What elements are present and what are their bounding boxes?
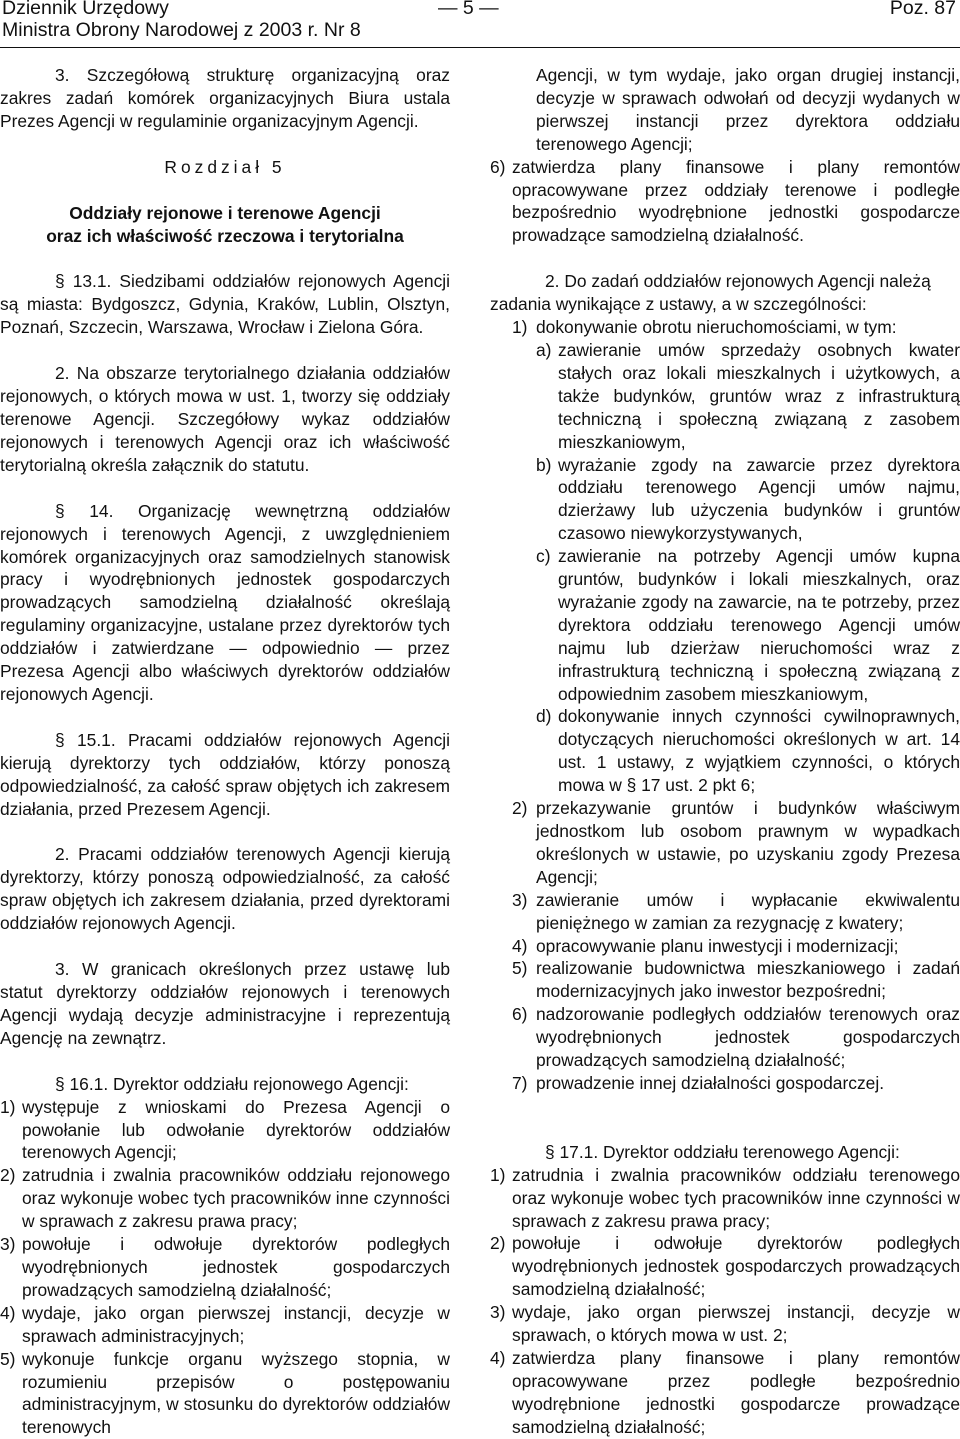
- right-column: [490, 64, 960, 1439]
- paragraph-3: 3. Szczegółową strukturę organizacyjną oraz zakres zadań komórek organizacyjnych Biura ustala Prezes Agencji w regulaminie organizacyjnym Agencji.: [0, 65, 450, 131]
- list-item: 3) wydaje, jako organ pierwszej instancji, decyzje w sprawach, o których mowa w ust. 2;: [490, 1302, 960, 1346]
- chapter-heading: Rozdział 5: [164, 156, 286, 177]
- list-item: 5) wykonuje funkcje organu wyższego stopnia, w rozumieniu przepisów o postępowaniu administracyjnym, w stosunku do dyrektorów oddziałów terenowych: [0, 1348, 450, 1438]
- section-16-list: [0, 1096, 450, 1439]
- header-left: [2, 0, 361, 41]
- section-16-2-line-1: 2. Do zadań oddziałów rejonowych Agencji należą: [545, 271, 931, 292]
- section-13-2: 2. Na obszarze terytorialnego działania oddziałów rejonowych, o których mowa w ust. 1, tworzy się oddziały terenowe Agencji. Szczegółowy wykaz oddziałów rejonowych i terenowych Agencji oraz ich właściwość terytorialną określa załącznik do statutu.: [0, 363, 450, 475]
- list-item: 2) przekazywanie gruntów i budynków właściwym jednostkom lub osobom prawnym w wypadkach określonych w ustawie, po uzyskaniu zgody Prezesa Agencji;: [512, 798, 960, 887]
- list-item: 2) powołuje i odwołuje dyrektorów podległych wyodrębnionych jednostek gospodarczych prowadzących samodzielną działalność;: [490, 1233, 960, 1300]
- list-item: [490, 1095, 960, 1118]
- page-number: — 5 —: [438, 0, 499, 19]
- task-1: 1) dokonywanie obrotu nieruchomościami, w tym:: [512, 317, 897, 338]
- ministry-issue: Ministra Obrony Narodowej z 2003 r. Nr 8: [2, 19, 361, 41]
- page-header: [0, 0, 960, 48]
- continued-item-5: Agencji, w tym wydaje, jako organ drugiej instancji, decyzje w sprawach odwołań od decyzji wydanych w pierwszej instancji przez dyrektora oddziału terenowego Agencji;: [536, 65, 960, 154]
- list-item: 5) realizowanie budownictwa mieszkaniowego i zadań modernizacyjnych jako inwestor bezpośredni;: [512, 958, 960, 1002]
- list-item: 3) powołuje i odwołuje dyrektorów podległych wyodrębnionych jednostek gospodarczych prowadzących samodzielną działalność;: [0, 1234, 450, 1300]
- list-item: 7) prowadzenie innej działalności gospodarczej.: [512, 1072, 885, 1093]
- section-17-intro: § 17.1. Dyrektor oddziału terenowego Agencji:: [545, 1141, 900, 1162]
- section-15-1: § 15.1. Pracami oddziałów rejonowych Agencji kierują dyrektorzy tych oddziałów, którzy ponoszą odpowiedzialność, za całość spraw objętych ich zakresem działania, przed Prezesem Agencji.: [0, 729, 450, 819]
- task-1-sublist: [490, 339, 960, 797]
- list-item: 1) występuje z wnioskami do Prezesa Agencji o powołanie lub odwołanie dyrektorów oddziałów terenowych Agencji;: [0, 1096, 450, 1163]
- list-item: a) zawieranie umów sprzedaży osobnych kwater stałych oraz lokali mieszkalnych i użytkowych, a także budynków, gruntów wraz z infrastrukturą techniczną i społeczną związaną z zasobem mieszkaniowym,: [536, 339, 960, 452]
- chapter-title-line-2: oraz ich właściwość rzeczowa i terytorialna: [46, 225, 404, 246]
- position-number: Poz. 87: [889, 0, 956, 19]
- list-item: b) wyrażanie zgody na zawarcie przez dyrektora oddziału terenowego Agencji umów najmu, dzierżawy lub użyczenia budynków i gruntów czasowo niewykorzystywanych,: [536, 454, 960, 544]
- section-16-2-line-2: zadania wynikające z ustawy, a w szczególności:: [490, 294, 867, 315]
- journal-title: Dziennik Urzędowy: [2, 0, 169, 19]
- section-16-intro: § 16.1. Dyrektor oddziału rejonowego Agencji:: [55, 1073, 409, 1094]
- section-14: § 14. Organizację wewnętrzną oddziałów rejonowych i terenowych Agencji, z uwzględnieniem komórek organizacyjnych oraz samodzielnych stanowisk pracy i wyodrębnionych jednostek gospodarczych prowadzących samodzielną działalność określają regulaminy organizacyjne, ustalane przez dyrektorów tych oddziałów i zatwierdzane — odpowiednio — przez Prezesa Agencji albo właściwych dyrektorów oddziałów rejonowych Agencji.: [0, 500, 450, 704]
- list-item: d) dokonywanie innych czynności cywilnoprawnych, dotyczących nieruchomości określonych w art. 14 ust. 1 ustawy, z wyjątkiem czynności, o których mowa w § 17 ust. 2 pkt 6;: [536, 706, 960, 796]
- tasks-list: [490, 797, 960, 1118]
- section-13-1: § 13.1. Siedzibami oddziałów rejonowych Agencji są miasta: Bydgoszcz, Gdynia, Kraków, Lublin, Olsztyn, Poznań, Szczecin, Warszawa, Wrocław i Zielona Góra.: [0, 271, 450, 338]
- chapter-title-line-1: Oddziały rejonowe i terenowe Agencji: [69, 202, 381, 223]
- header-divider: [0, 47, 960, 48]
- left-column: [0, 64, 450, 1439]
- list-item: 4) opracowywanie planu inwestycji i modernizacji;: [512, 935, 899, 956]
- list-item-6: 6) zatwierdza plany finansowe i plany remontów opracowywane przez oddziały terenowe i podległe bezpośrednio wyodrębnione jednostki gospodarcze prowadzące samodzielną działalność.: [490, 156, 960, 246]
- section-15-3: 3. W granicach określonych przez ustawę lub statut dyrektorzy oddziałów rejonowych i terenowych Agencji wydają decyzje administracyjne i reprezentują Agencję na zewnątrz.: [0, 959, 450, 1048]
- list-item: 3) zawieranie umów i wypłacanie ekwiwalentu pieniężnego w zamian za rezygnację z kwatery;: [512, 889, 960, 933]
- list-item: 6) nadzorowanie podległych oddziałów terenowych oraz wyodrębnionych jednostek gospodarczych prowadzących samodzielną działalność;: [512, 1004, 960, 1071]
- section-17-list: [490, 1164, 960, 1439]
- list-item: c) zawieranie na potrzeby Agencji umów kupna gruntów, budynków i lokali mieszkalnych, oraz wyrażanie zgody na zawarcie, na te potrzeby, przez dyrektora oddziału terenowego Agencji umów najmu lub dzierżaw nieruchomości wraz z infrastrukturą techniczną i społeczną związaną z odpowiednim zasobem mieszkaniowym,: [536, 546, 960, 704]
- list-item: 1) zatrudnia i zwalnia pracowników oddziału terenowego oraz wykonuje wobec tych pracowników inne czynności w sprawach z zakresu prawa pracy;: [490, 1164, 960, 1231]
- list-item: 4) wydaje, jako organ pierwszej instancji, decyzje w sprawach administracyjnych;: [0, 1302, 450, 1346]
- list-item: 2) zatrudnia i zwalnia pracowników oddziału rejonowego oraz wykonuje wobec tych pracowników inne czynności w sprawach z zakresu prawa pracy;: [0, 1165, 450, 1232]
- section-15-2: 2. Pracami oddziałów terenowych Agencji kierują dyrektorzy, którzy ponoszą odpowiedzialność, za całość spraw objętych ich zakresem działania, przed dyrektorami oddziałów rejonowych Agencji.: [0, 844, 450, 934]
- list-item: 4) zatwierdza plany finansowe i plany remontów opracowywane przez podległe bezpośrednio wyodrębnione jednostki gospodarcze prowadzące samodzielną działalność;: [490, 1347, 960, 1437]
